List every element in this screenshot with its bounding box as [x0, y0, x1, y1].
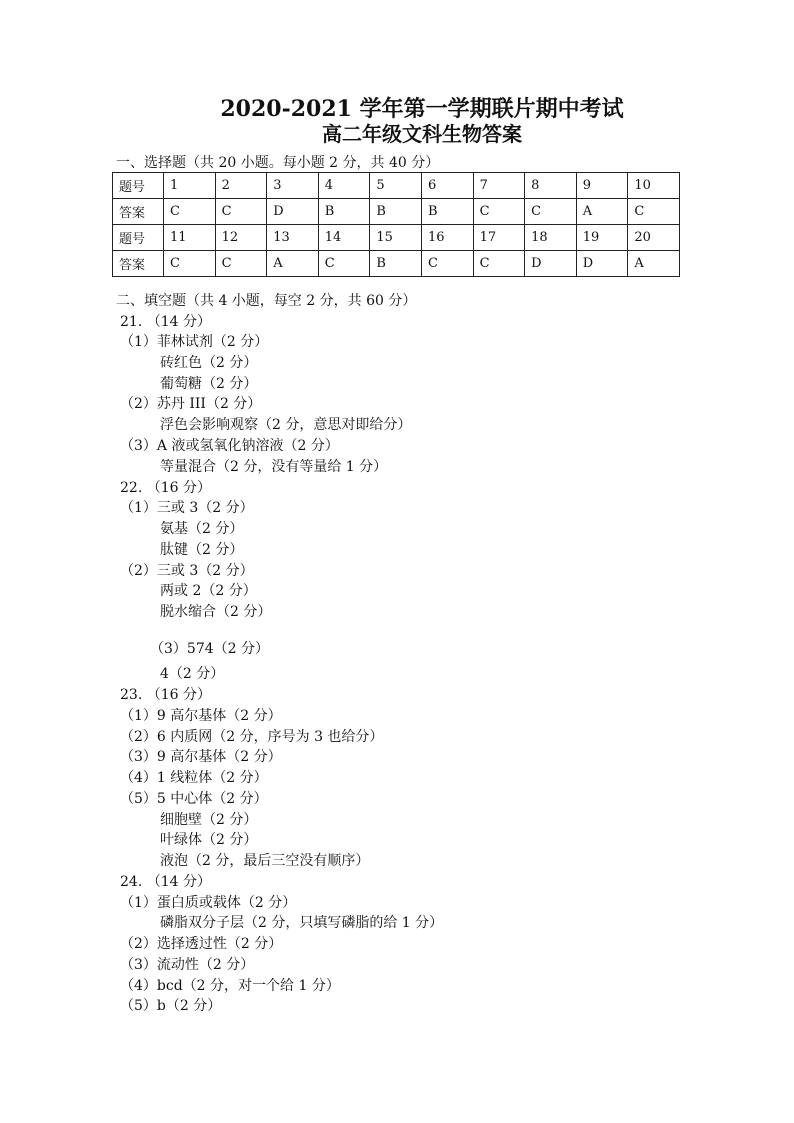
table-cell: 16 [421, 225, 473, 251]
table-cell: C [318, 251, 370, 277]
answer-line: （1）蛋白质或载体（2 分） [120, 895, 297, 911]
table-cell: 6 [421, 173, 473, 199]
question-heading-24: 24. （14 分） [120, 874, 211, 890]
document-title: 2020-2021 学年第一学期联片期中考试 [220, 96, 624, 122]
table-cell: 8 [525, 173, 577, 199]
table-cell: 1 [164, 173, 216, 199]
answer-line: 浮色会影响观察（2 分，意思对即给分） [160, 417, 412, 433]
table-row [113, 251, 680, 277]
answer-line: （1）9 高尔基体（2 分） [120, 708, 282, 724]
table-cell: 2 [215, 173, 267, 199]
table-cell: A [576, 199, 628, 225]
answer-line: （2）苏丹 III（2 分） [120, 396, 262, 412]
table-cell: A [267, 251, 319, 277]
table-cell: C [164, 251, 216, 277]
table-cell: 5 [370, 173, 422, 199]
table-cell: B [370, 199, 422, 225]
answer-line: 两或 2（2 分） [160, 583, 257, 599]
answer-line: （4）1 线粒体（2 分） [120, 770, 268, 786]
table-cell: C [421, 251, 473, 277]
answer-line: 等量混合（2 分，没有等量给 1 分） [160, 459, 388, 475]
table-row [113, 173, 680, 199]
table-cell: 答案 [113, 199, 164, 225]
question-heading-22: 22. （16 分） [120, 480, 211, 496]
table-cell: D [267, 199, 319, 225]
answer-table [112, 172, 680, 277]
table-cell: 4 [318, 173, 370, 199]
table-cell: 11 [164, 225, 216, 251]
answer-line: 磷脂双分子层（2 分，只填写磷脂的给 1 分） [160, 915, 444, 931]
table-cell: 15 [370, 225, 422, 251]
answer-line: 4（2 分） [160, 666, 225, 682]
section-heading-choice: 一、选择题（共 20 小题。每小题 2 分，共 40 分） [116, 155, 440, 171]
table-cell: 20 [628, 225, 680, 251]
answer-line: 砖红色（2 分） [160, 355, 258, 371]
answer-line: （4）bcd（2 分，对一个给 1 分） [120, 978, 340, 994]
answer-line: （1）菲林试剂（2 分） [120, 334, 269, 350]
table-cell: 18 [525, 225, 577, 251]
table-cell: 12 [215, 225, 267, 251]
answer-line: 氨基（2 分） [160, 521, 244, 537]
table-cell: 13 [267, 225, 319, 251]
table-cell: D [525, 251, 577, 277]
table-cell: C [215, 199, 267, 225]
answer-line: 叶绿体（2 分） [160, 832, 258, 848]
table-row [113, 199, 680, 225]
answer-line: 肽键（2 分） [160, 542, 244, 558]
answer-line: （2）三或 3（2 分） [120, 563, 254, 579]
answer-line: （3）574（2 分） [150, 641, 269, 657]
table-cell: C [628, 199, 680, 225]
answer-line: （5）5 中心体（2 分） [120, 791, 268, 807]
table-cell: 题号 [113, 225, 164, 251]
table-cell: 17 [473, 225, 525, 251]
answer-line: （3）9 高尔基体（2 分） [120, 749, 282, 765]
table-cell: C [215, 251, 267, 277]
answer-line: 细胞壁（2 分） [160, 812, 258, 828]
answer-line: 脱水缩合（2 分） [160, 604, 272, 620]
question-heading-21: 21. （14 分） [120, 314, 211, 330]
table-cell: A [628, 251, 680, 277]
answer-line: 葡萄糖（2 分） [160, 376, 258, 392]
table-cell: B [421, 199, 473, 225]
table-cell: 7 [473, 173, 525, 199]
table-row [113, 225, 680, 251]
table-cell: 答案 [113, 251, 164, 277]
answer-line: （2）选择透过性（2 分） [120, 936, 283, 952]
table-cell: D [576, 251, 628, 277]
answer-line: （3）流动性（2 分） [120, 957, 255, 973]
answer-line: （1）三或 3（2 分） [120, 500, 254, 516]
table-cell: C [525, 199, 577, 225]
table-cell: 19 [576, 225, 628, 251]
document-subtitle: 高二年级文科生物答案 [322, 122, 522, 146]
table-cell: C [473, 251, 525, 277]
answer-line: （5）b（2 分） [120, 998, 222, 1014]
table-cell: 3 [267, 173, 319, 199]
answer-line: 液泡（2 分，最后三空没有顺序） [160, 853, 370, 869]
answer-line: （3）A 液或氢氧化钠溶液（2 分） [120, 438, 339, 454]
answer-line: （2）6 内质网（2 分，序号为 3 也给分） [120, 729, 384, 745]
table-cell: B [370, 251, 422, 277]
question-heading-23: 23. （16 分） [120, 687, 211, 703]
table-cell: 14 [318, 225, 370, 251]
table-cell: 9 [576, 173, 628, 199]
section-heading-fill: 二、填空题（共 4 小题，每空 2 分，共 60 分） [116, 293, 417, 309]
table-cell: 题号 [113, 173, 164, 199]
table-cell: B [318, 199, 370, 225]
table-cell: C [164, 199, 216, 225]
table-cell: C [473, 199, 525, 225]
table-cell: 10 [628, 173, 680, 199]
